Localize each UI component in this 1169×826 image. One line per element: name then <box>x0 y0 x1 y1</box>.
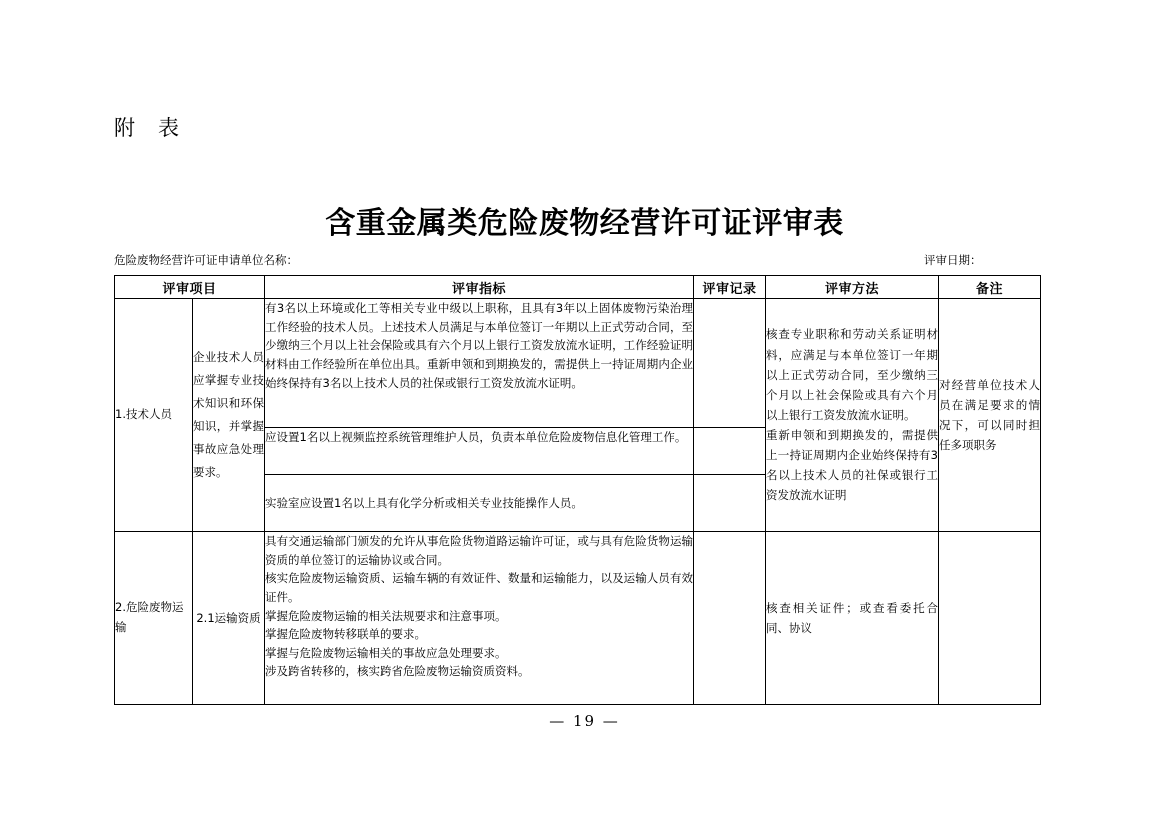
table-row <box>115 299 1041 428</box>
column-header-indicator: 评审指标 <box>265 276 694 299</box>
column-header-remark: 备注 <box>939 276 1041 299</box>
review-date-text: 评审日期： <box>924 253 982 267</box>
row-method-2: 核查相关证件；或查看委托合同、协议 <box>766 532 939 705</box>
row-indicator-1-1: 有3名以上环境或化工等相关专业中级以上职称，且具有3年以上固体废物污染治理工作经验的技术人员。上述技术人员满足与本单位签订一年期以上正式劳动合同，至少缴纳三个月以上社会保险或具有六个月以上银行工资发放流水证明，工作经验证明材料由工作经验所在单位出具。重新申领和到期换发的，需提供上一持证周期内企业始终保持有3名以上技术人员的社保或银行工资发放流水证明。 <box>265 299 694 428</box>
row-record-1-2[interactable] <box>694 428 766 475</box>
row-project-2: 2.危险废物运输 <box>115 532 193 705</box>
column-header-project: 评审项目 <box>115 276 265 299</box>
row-indicator-1-2: 应设置1名以上视频监控系统管理维护人员，负责本单位危险废物信息化管理工作。 <box>265 428 694 475</box>
row-indicator-1-3: 实验室应设置1名以上具有化学分析或相关专业技能操作人员。 <box>265 475 694 532</box>
indicator-line: 具有交通运输部门颁发的允许从事危险货物道路运输许可证，或与具有危险货物运输资质的单位签订的运输协议或合同。 <box>265 534 694 567</box>
row-record-1-1[interactable] <box>694 299 766 428</box>
row-record-1-3[interactable] <box>694 475 766 532</box>
indicator-line: 涉及跨省转移的，核实跨省危险废物运输资质资料。 <box>265 664 530 679</box>
indicator-line-list <box>265 532 693 681</box>
indicator-line: 掌握危险废物转移联单的要求。 <box>265 627 427 642</box>
column-header-record: 评审记录 <box>694 276 766 299</box>
column-header-method: 评审方法 <box>766 276 939 299</box>
indicator-line: 掌握与危险废物运输相关的事故应急处理要求。 <box>265 645 507 660</box>
applicant-name-text: 危险废物经营许可证申请单位名称： <box>114 253 298 267</box>
row-subitem-2: 2.1运输资质 <box>193 532 265 705</box>
attachment-label: 附 表 <box>114 116 180 140</box>
form-meta-line <box>114 252 1040 268</box>
review-date-label <box>924 252 982 268</box>
method-paragraph: 重新申领和到期换发的，需提供上一持证周期内企业始终保持有3名以上技术人员的社保或银行工资发放流水证明 <box>766 428 939 503</box>
method-paragraph: 核查专业职称和劳动关系证明材料，应满足与本单位签订一年期以上正式劳动合同，至少缴纳三个月以上社会保险或具有六个月以上银行工资发放流水证明。 <box>766 327 939 422</box>
indicator-line: 掌握危险废物运输的相关法规要求和注意事项。 <box>265 608 507 623</box>
row-project-1: 1.技术人员 <box>115 299 193 532</box>
row-remark-1: 对经营单位技术人员在满足要求的情况下，可以同时担任多项职务 <box>939 299 1041 532</box>
row-indicator-2 <box>265 532 694 705</box>
page-number: — 19 — <box>549 712 620 730</box>
page-title: 含重金属类危险废物经营许可证评审表 <box>325 206 844 241</box>
evaluation-table <box>114 275 1041 705</box>
indicator-line: 核实危险废物运输资质、运输车辆的有效证件、数量和运输能力，以及运输人员有效证件。 <box>265 571 694 604</box>
row-record-2[interactable] <box>694 532 766 705</box>
row-subitem-1: 企业技术人员应掌握专业技术知识和环保知识，并掌握事故应急处理要求。 <box>193 299 265 532</box>
row-method-1 <box>766 299 939 532</box>
applicant-name-label <box>114 252 298 268</box>
row-remark-2 <box>939 532 1041 705</box>
table-header-row <box>115 276 1041 299</box>
table-row <box>115 532 1041 705</box>
